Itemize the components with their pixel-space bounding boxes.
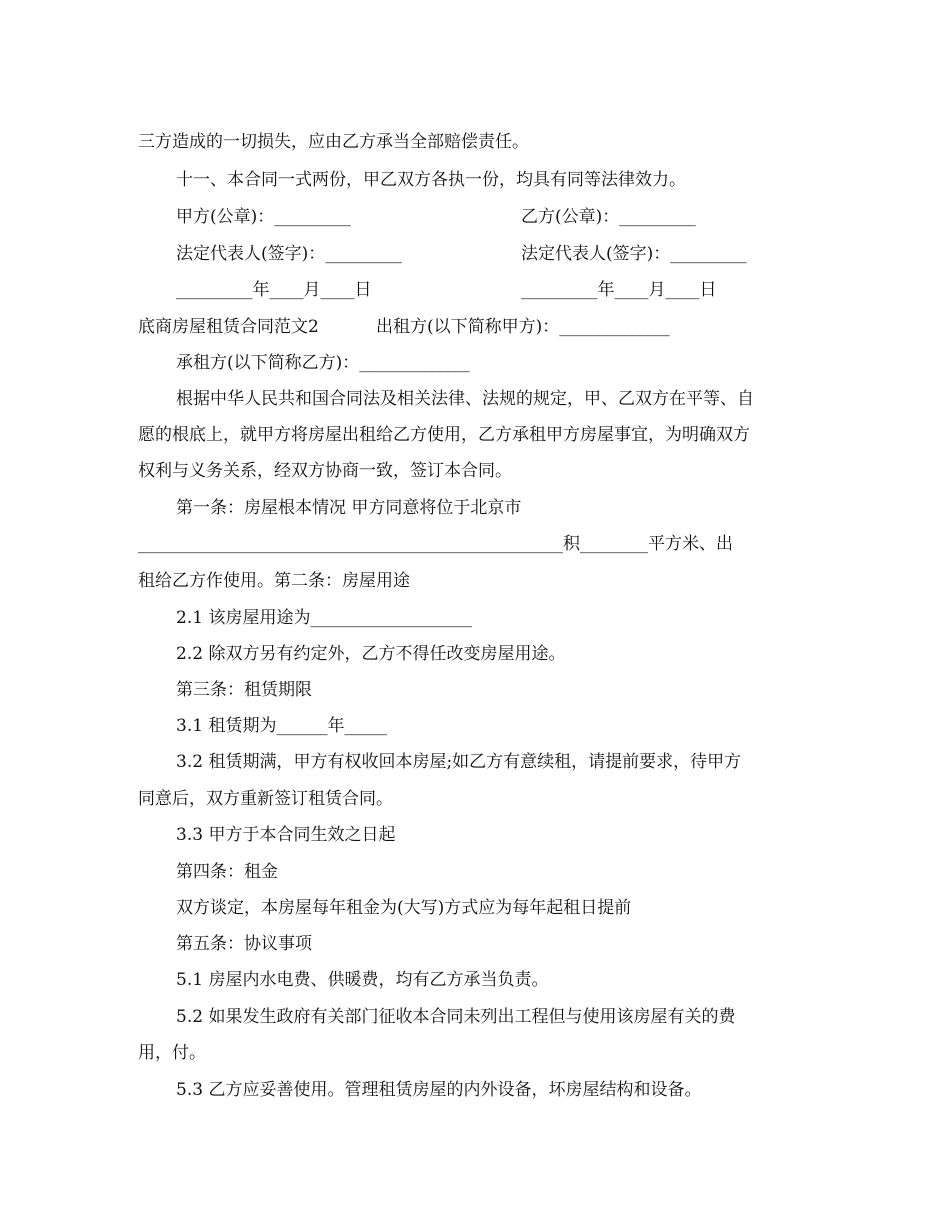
text-line: 双方谈定，本房屋每年租金为(大写)方式应为每年起租日提前 [176,898,632,918]
text-line: 租给乙方作使用。第二条：房屋用途 [138,571,410,591]
text-line: __________________________________________________积________平方米、出 [138,534,733,554]
text-line: 三方造成的一切损失，应由乙方承当全部赔偿责任。 [138,132,529,152]
party-b-seal-field: 乙方(公章)：_________ [521,207,696,227]
text-line: 十一、本合同一式两份，甲乙双方各执一份，均具有同等法律效力。 [176,170,686,190]
party-a-representative-field: 法定代表人(签字)：_________ [176,244,402,264]
clause-line: 5.1 房屋内水电费、供暖费，均有乙方承当负责。 [176,970,549,990]
text-line: 用，付。 [138,1043,206,1063]
clause-line: 5.2 如果发生政府有关部门征收本合同未列出工程但与使用该房屋有关的费 [176,1007,736,1027]
party-a-date-field: _________年____月____日 [176,280,372,300]
text-line: 权利与义务关系，经双方协商一致，签订本合同。 [138,461,512,481]
clause-line: 2.2 除双方另有约定外，乙方不得任改变房屋用途。 [176,644,566,664]
party-b-representative-field: 法定代表人(签字)：_________ [521,244,747,264]
lessee-field: 承租方(以下简称乙方)：_____________ [176,353,470,373]
section-heading: 第三条：租赁期限 [176,680,312,700]
text-line: 愿的根底上，就甲方将房屋出租给乙方使用，乙方承租甲方房屋事宜，为明确双方 [138,425,750,445]
party-a-seal-field: 甲方(公章)：_________ [176,207,351,227]
section-heading: 第一条：房屋根本情况 甲方同意将位于北京市 [176,498,522,518]
clause-line: 3.3 甲方于本合同生效之日起 [176,825,396,845]
clause-line: 2.1 该房屋用途为___________________ [176,608,472,628]
contract-title: 底商房屋租赁合同范文2 [138,317,319,337]
section-heading: 第四条：租金 [176,862,278,882]
lessor-field: 出租方(以下简称甲方)：_____________ [376,317,670,337]
text-line: 根据中华人民共和国合同法及相关法律、法规的规定，甲、乙双方在平等、自 [176,389,754,409]
section-heading: 第五条：协议事项 [176,934,312,954]
clause-line: 3.2 租赁期满，甲方有权收回本房屋;如乙方有意续租，请提前要求，待甲方 [176,752,742,772]
party-b-date-field: _________年____月____日 [521,280,717,300]
text-line: 同意后，双方重新签订租赁合同。 [138,789,393,809]
clause-line: 3.1 租赁期为______年_____ [176,716,387,736]
clause-line: 5.3 乙方应妥善使用。管理租赁房屋的内外设备，坏房屋结构和设备。 [176,1080,702,1100]
